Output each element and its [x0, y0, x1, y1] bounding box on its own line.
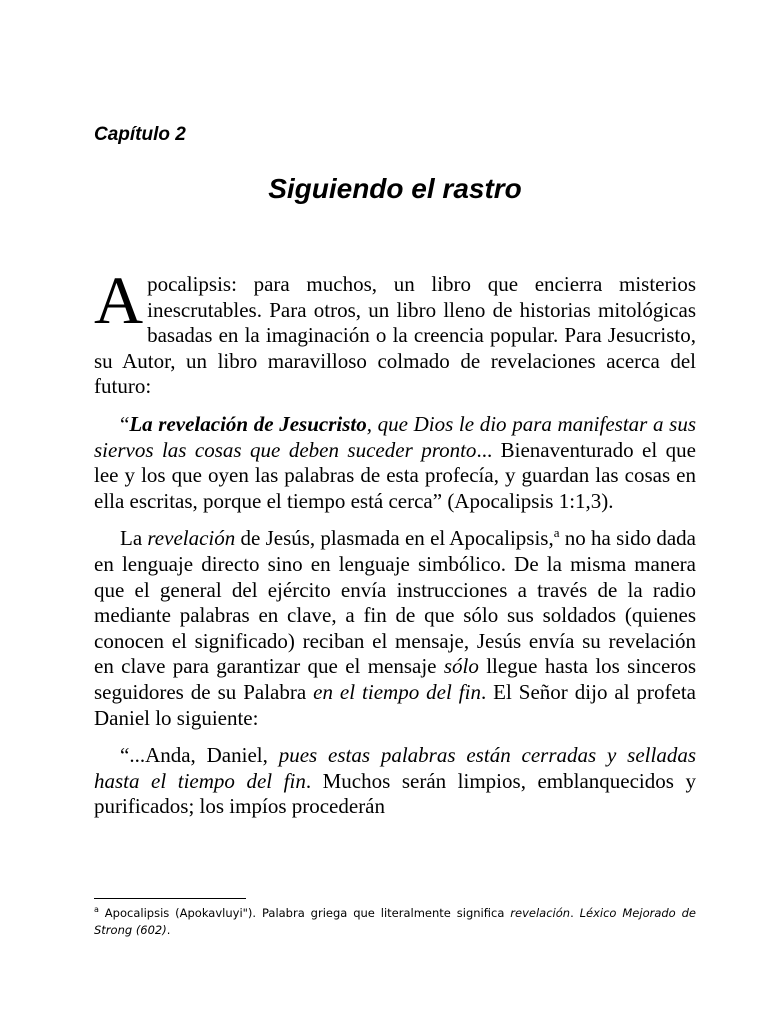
- footnote-reference[interactable]: a: [553, 525, 560, 541]
- paragraph-2-text: ... Bienaventurado el que lee y los que oyen las palabras de esta profecía, y guardan las cosas en ella escritas, porque el tiempo está cerca” (Apocalipsis 1:1,3).: [94, 437, 696, 513]
- paragraph-4-text-2: . Muchos serán limpios, emblanquecidos y purificados; los impíos procederán: [94, 768, 696, 819]
- open-quote: “: [120, 411, 130, 436]
- drop-cap: A: [94, 262, 144, 338]
- emphasis-bold-italic: La revelación de Jesucristo: [129, 411, 367, 436]
- paragraph-3-text-4: llegue hasta los sinceros seguidores de su Palabra: [94, 654, 696, 704]
- paragraph-4-text-1: “...Anda, Daniel,: [120, 743, 279, 768]
- chapter-label: Capítulo 2: [94, 124, 186, 145]
- paragraph-1: [94, 262, 696, 400]
- paragraph-3-text-3: no ha sido dada en lenguaje directo sino en lenguaje simbólico. De la misma manera que el general del ejército envía instrucciones a través de la radio mediante palabras en clave, a fin de que sólo sus soldados (quienes conocen el significado) reciban el mensaje, Jesús envía su revelación en clave para garantizar que el mensaje: [94, 526, 696, 679]
- emphasis-italic: en el tiempo del fin: [313, 679, 481, 704]
- emphasis-italic: , que Dios le dio para manifestar a sus siervos las cosas que deben suceder pronto: [94, 411, 696, 462]
- footnote-divider: [94, 898, 246, 899]
- paragraph-2-quote: [94, 412, 696, 514]
- emphasis-italic: pues estas palabras están cerradas y selladas hasta el tiempo del fin: [94, 743, 696, 793]
- footnote-source: Léxico Mejorado de Strong (602): [94, 906, 696, 937]
- footnote-text-end: .: [166, 923, 171, 937]
- footnote: [94, 905, 696, 939]
- chapter-title: Siguiendo el rastro: [268, 173, 522, 204]
- paragraph-3-text-5: . El Señor dijo al profeta Daniel lo siguiente:: [94, 679, 696, 730]
- paragraph-3: [94, 526, 696, 731]
- footnote-emphasis: revelación: [510, 906, 571, 920]
- footnote-marker: a: [94, 905, 99, 914]
- footnote-text-mid: .: [570, 906, 580, 920]
- paragraph-4-quote: [94, 743, 696, 820]
- emphasis-italic: revelación: [147, 526, 236, 551]
- body-text: [94, 262, 696, 832]
- footnote-text: Apocalipsis (Apokavluyi"). Palabra griega que literalmente significa: [98, 906, 511, 920]
- emphasis-italic: sólo: [443, 654, 479, 679]
- paragraph-3-text-1: La: [120, 526, 148, 551]
- paragraph-3-text-2: de Jesús, plasmada en el Apocalipsis,: [235, 526, 554, 551]
- paragraph-1-text: pocalipsis: para muchos, un libro que encierra misterios inescrutables. Para otros, un libro lleno de historias mitológicas basadas en la imaginación o la creencia popular. Para Jesucristo, su Autor, un libro maravilloso colmado de revelaciones acerca del futuro:: [94, 272, 696, 399]
